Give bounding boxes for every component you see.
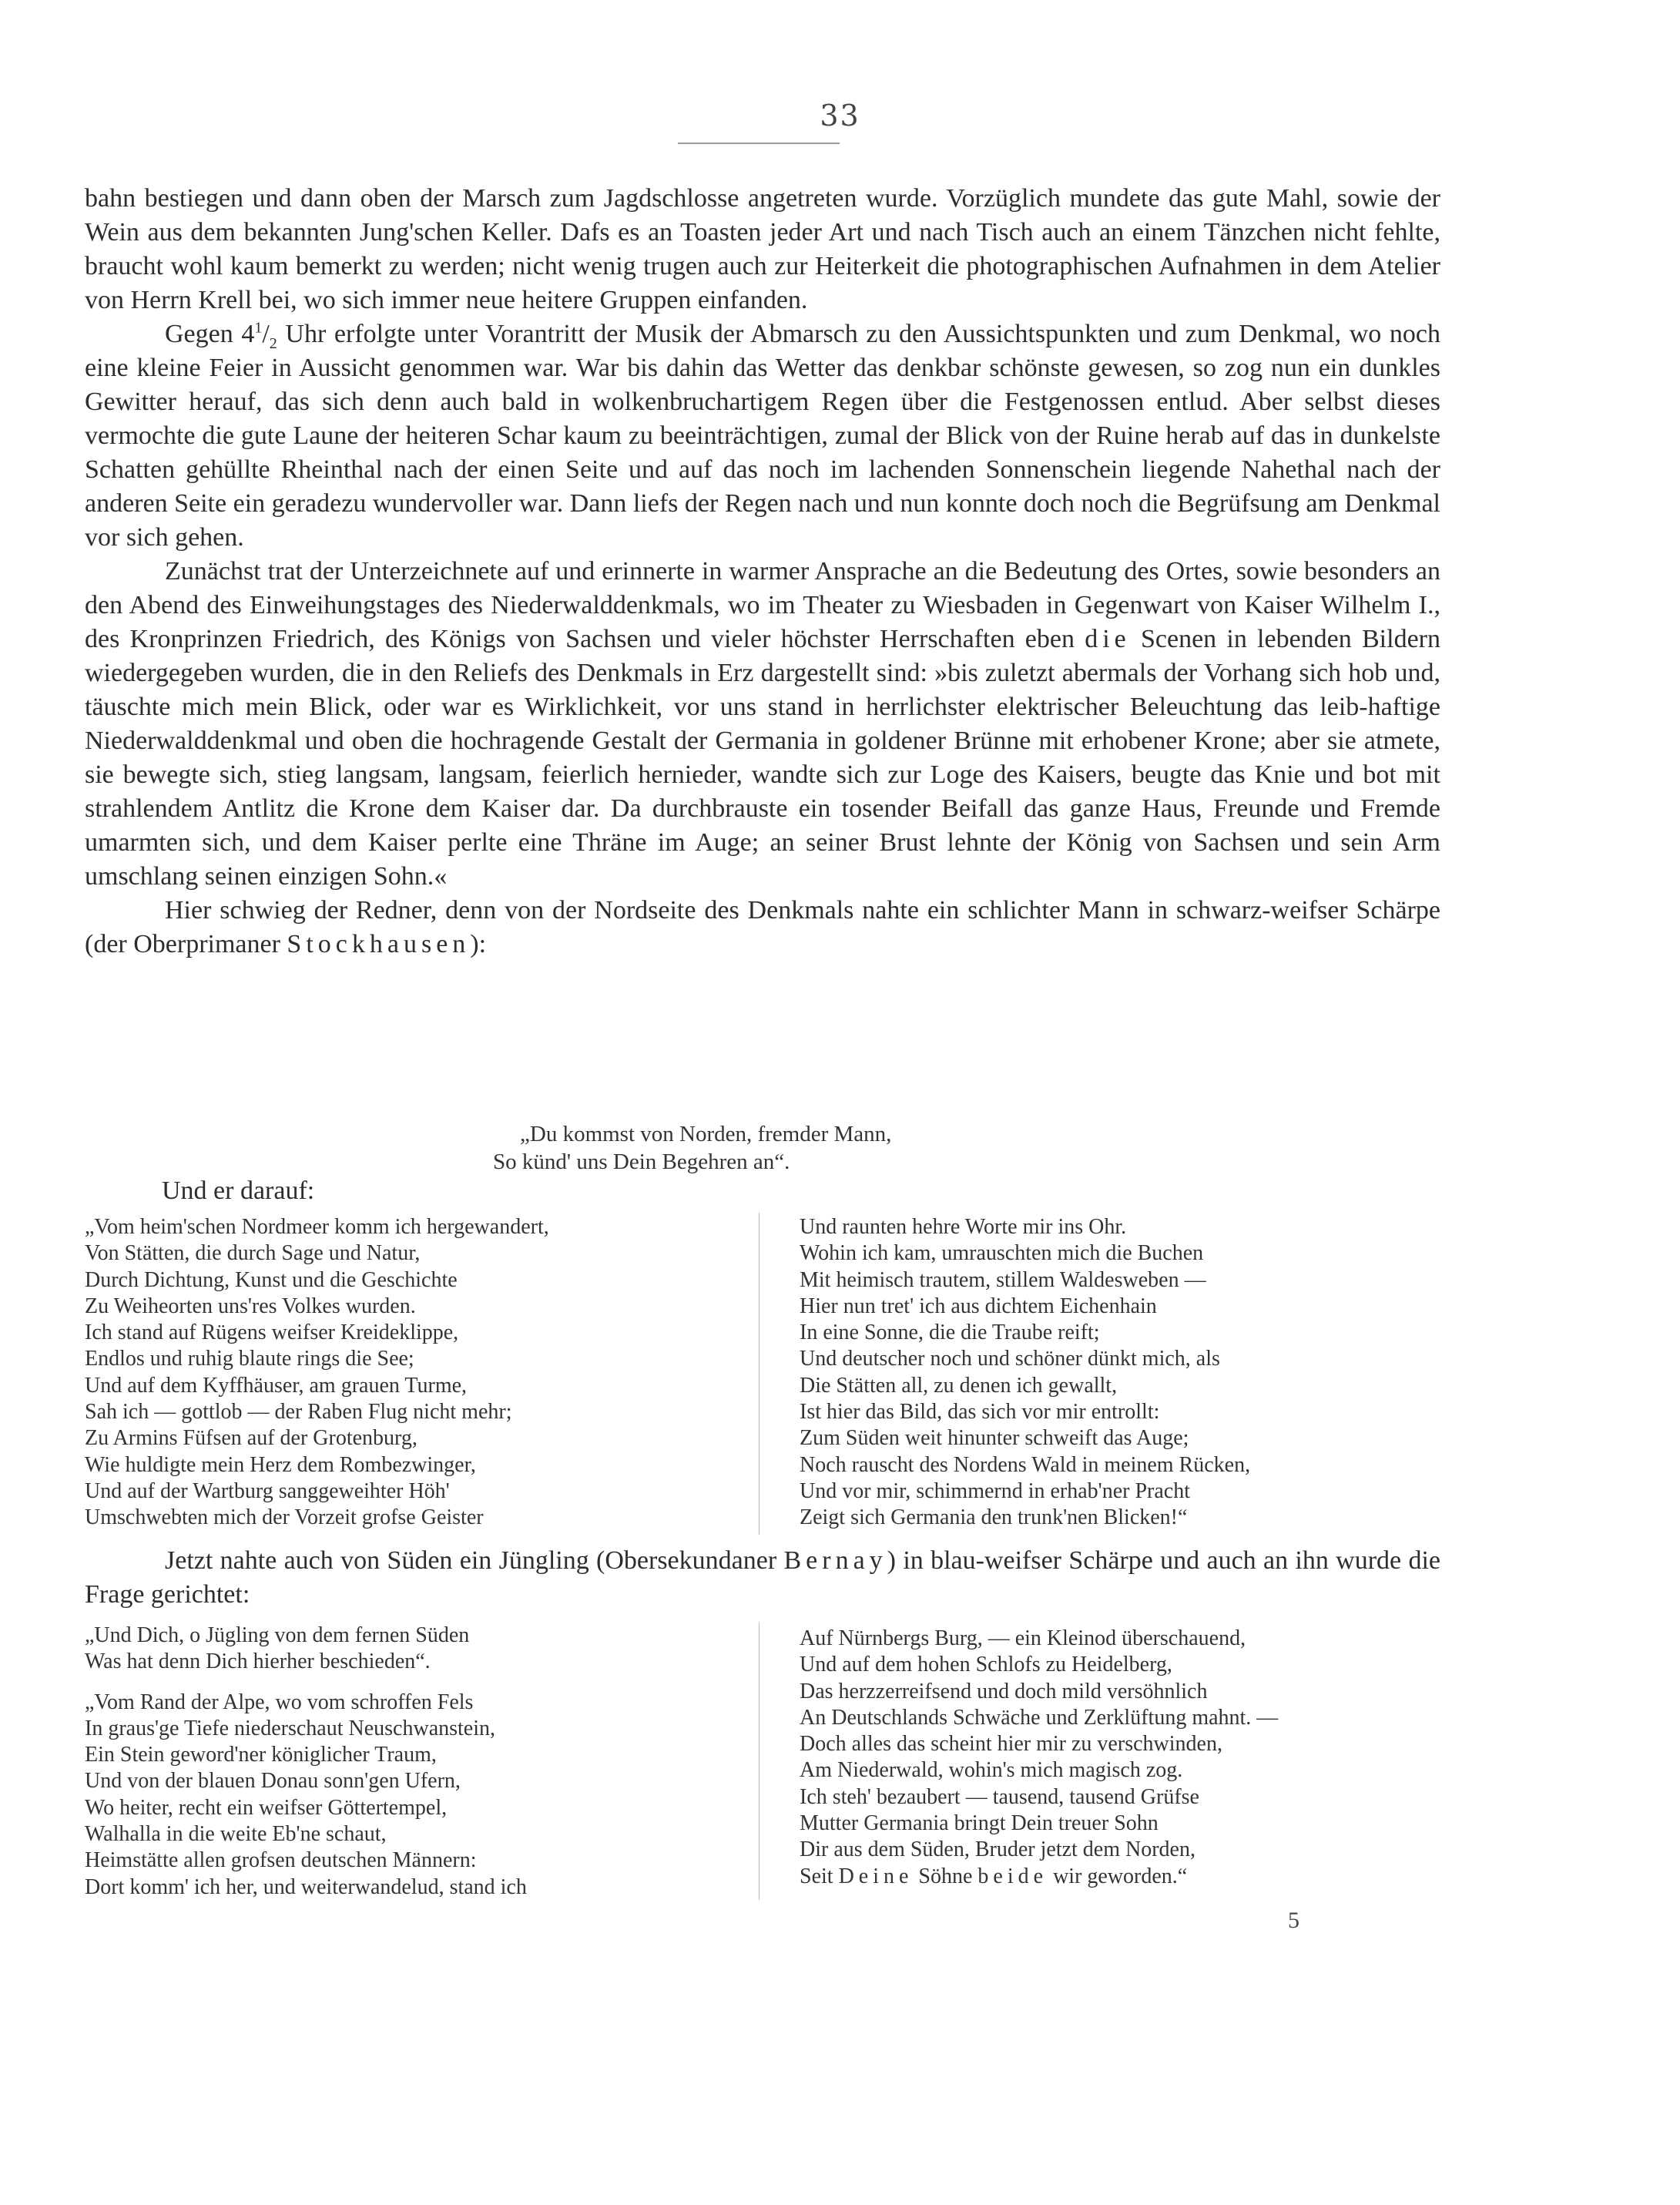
verse-line: Am Niederwald, wohin's mich magisch zog. xyxy=(800,1758,1183,1783)
verse-line: Ich stand auf Rügens weifser Kreideklippe, xyxy=(85,1321,459,1345)
last-end: wir geworden.“ xyxy=(1048,1864,1188,1888)
verse-line: Zu Weiheorten uns'res Volkes wurden. xyxy=(85,1294,416,1318)
verse-line: Sah ich — gottlob — der Raben Flug nicht mehr; xyxy=(85,1400,512,1425)
verse-line: Zeigt sich Germania den trunk'nen Blicken!“ xyxy=(800,1505,1188,1530)
verse-line: „Vom Rand der Alpe, wo vom schroffen Fels xyxy=(85,1690,474,1714)
fraction-denominator: 2 xyxy=(269,334,277,352)
verse-line: Wo heiter, recht ein weifser Göttertempel, xyxy=(85,1795,448,1820)
last-beide: beide xyxy=(977,1864,1048,1888)
page-number: 33 xyxy=(820,99,860,133)
verse-line: Und von der blauen Donau sonn'gen Ufern, xyxy=(85,1769,461,1794)
verse-line: Dir aus dem Süden, Bruder jetzt dem Norden, xyxy=(800,1838,1195,1862)
quote-line-1: „Du kommst von Norden, fremder Mann, xyxy=(520,1122,892,1146)
verse-line: „Vom heim'schen Nordmeer komm ich hergewandert, xyxy=(85,1215,549,1239)
p3-start: Zunächst trat der Unterzeichnete auf und erinnerte in warmer Ansprache an die Bedeutung des Ortes, sowie besonders an den Abend des Einweihungstages des Niederwalddenkmals, wo im Theater zu Wiesbaden in Gegenwart von Kaiser Wilhelm I., des Kronprinzen Friedrich, des Königs von Sachsen und vieler höchster Herrschaften eben xyxy=(85,557,1440,653)
verse-line: Heimstätte allen grofsen deutschen Männern: xyxy=(85,1848,477,1873)
p5-rest: ) in blau-weifser Schärpe und auch an ihn wurde die Frage gerichtet: xyxy=(85,1546,1440,1609)
paragraph-3 xyxy=(85,555,1440,894)
verse-line: Auf Nürnbergs Burg, — ein Kleinod überschauend, xyxy=(800,1626,1246,1650)
paragraph-5-text xyxy=(85,1544,1440,1612)
verse1-left xyxy=(85,1214,763,1532)
verse-line: An Deutschlands Schwäche und Zerklüftung mahnt. — xyxy=(800,1705,1279,1730)
verse-line: Endlos und ruhig blaute rings die See; xyxy=(85,1347,414,1371)
verse-line: Ein Stein geword'ner königlicher Traum, xyxy=(85,1743,437,1767)
last-deine: Deine xyxy=(838,1864,914,1888)
verse-line: Ich steh' bezaubert — tausend, tausend Grüfse xyxy=(800,1784,1199,1809)
verse-line: Das herzzerreifsend und doch mild versöhnlich xyxy=(800,1679,1208,1703)
verse-line: Walhalla in die weite Eb'ne schaut, xyxy=(85,1822,387,1847)
verse-line: Zum Süden weit hinunter schweift das Auge; xyxy=(800,1426,1189,1451)
p3-rest: Scenen in lebenden Bildern wiedergegeben wurden, die in den Reliefs des Denkmals in Erz dargestellt sind: »bis zuletzt abermals der Vorhang sich hob und, täuschte mich mein Blick, oder war es Wirklichkeit, vor uns stand in herrlichster elektrischer Beleuchtung das leib-haftige Niederwalddenkmal und oben die hochragende Gestalt der Germania in goldener Brünne mit erhobener Krone; aber sie atmete, sie bewegte sich, stieg langsam, langsam, feierlich hernieder, wandte sich zur Loge des Kaisers, beugte das Knie und bot mit strahlendem Antlitz die Krone dem Kaiser dar. Da durchbrauste ein tosender Beifall das ganze Haus, Freunde und Fremde umarmten sich, und dem Kaiser perlte eine Thräne im Auge; an seiner Brust lehnte der König von Sachsen und sein Arm umschlang seinen einzigen Sohn.« xyxy=(85,625,1440,891)
verse-line: Umschwebten mich der Vorzeit grofse Geister xyxy=(85,1505,484,1530)
lead-und-er-darauf: Und er darauf: xyxy=(162,1176,315,1205)
stanza-gap xyxy=(85,1676,763,1690)
verse-line: Doch alles das scheint hier mir zu verschwinden, xyxy=(800,1732,1222,1757)
verse-line: Und deutscher noch und schöner dünkt mich, als xyxy=(800,1347,1220,1371)
quote-line-2: So künd' uns Dein Begehren an“. xyxy=(493,1149,790,1174)
p5-name-bernay: Bernay xyxy=(783,1546,887,1575)
main-text xyxy=(85,182,1440,962)
verse-line: Mutter Germania bringt Dein treuer Sohn xyxy=(800,1811,1159,1836)
verse2-right xyxy=(800,1626,1454,1890)
verse-line: Und auf der Wartburg sanggeweihter Höh' xyxy=(85,1478,450,1503)
verse-line: Die Stätten all, zu denen ich gewallt, xyxy=(800,1373,1118,1398)
verse-line: Von Stätten, die durch Sage und Natur, xyxy=(85,1241,421,1266)
p4-name-stockhausen: Stockhausen xyxy=(287,930,471,958)
paragraph-4 xyxy=(85,894,1440,962)
verse2-left xyxy=(85,1623,763,1901)
verse-line: Mit heimisch trautem, stillem Waldesweben — xyxy=(800,1267,1206,1292)
fraction-separator: / xyxy=(262,320,270,348)
p3-emphasis: die xyxy=(1085,625,1131,653)
paragraph-1: bahn bestiegen und dann oben der Marsch zum Jagdschlosse angetreten wurde. Vorzüglich mundete das gute Mahl, sowie der Wein aus dem bekannten Jung'schen Keller. Dafs es an Toasten jeder Art und nach Tisch auch an einem Tänzchen nicht fehlte, braucht wohl kaum bemerkt zu werden; nicht wenig trugen auch zur Heiterkeit die photographischen Aufnahmen in dem Atelier von Herrn Krell bei, wo sich immer neue heitere Gruppen einfanden. xyxy=(85,184,1440,314)
verse-line: „Und Dich, o Jügling von dem fernen Süden xyxy=(85,1623,470,1647)
verse-line: Dort komm' ich her, und weiterwandelud, stand ich xyxy=(85,1874,527,1899)
last-mid: Söhne xyxy=(913,1864,978,1888)
verse-line: Und auf dem hohen Schlofs zu Heidelberg, xyxy=(800,1653,1172,1677)
verse-line: Hier nun tret' ich aus dichtem Eichenhain xyxy=(800,1294,1157,1318)
verse1-right xyxy=(800,1214,1454,1532)
header-rule xyxy=(678,143,840,144)
verse-line: In graus'ge Tiefe niederschaut Neuschwanstein, xyxy=(85,1716,496,1740)
verse-line: Ist hier das Bild, das sich vor mir entrollt: xyxy=(800,1400,1160,1425)
signature-mark: 5 xyxy=(1288,1908,1299,1933)
verse-line-last xyxy=(800,1864,1454,1890)
quote-north xyxy=(493,1120,1186,1176)
verse-line: Noch rauscht des Nordens Wald in meinem Rücken, xyxy=(800,1452,1251,1477)
verse-line: Durch Dichtung, Kunst und die Geschichte xyxy=(85,1267,458,1292)
verse-line: Wohin ich kam, umrauschten mich die Buchen xyxy=(800,1241,1204,1266)
verse-line: Und raunten hehre Worte mir ins Ohr. xyxy=(800,1215,1127,1239)
fraction-numerator: 1 xyxy=(254,319,263,337)
last-start: Seit xyxy=(800,1864,839,1888)
verse-line: In eine Sonne, die die Traube reift; xyxy=(800,1321,1100,1345)
verse-line: Und auf dem Kyffhäuser, am grauen Turme, xyxy=(85,1373,468,1398)
p4-rest: ): xyxy=(470,930,487,958)
verse-line: Wie huldigte mein Herz dem Rombezwinger, xyxy=(85,1452,476,1477)
p5-start: Jetzt nahte auch von Süden ein Jüngling (Obersekundaner xyxy=(165,1546,784,1575)
verse-line: Was hat denn Dich hierher beschieden“. xyxy=(85,1650,431,1674)
p2-rest: Uhr erfolgte unter Vorantritt der Musik der Abmarsch zu den Aussichtspunkten und zum Denkmal, wo noch eine kleine Feier in Aussicht genommen war. War bis dahin das Wetter das denkbar schönste gewesen, so zog nun ein dunkles Gewitter herauf, das sich denn auch bald in wolkenbruchartigem Regen über die Festgenossen entlud. Aber selbst dieses vermochte die gute Laune der heiteren Schar kaum zu beeinträchtigen, zumal der Blick von der Ruine herab auf das in dunkelste Schatten gehüllte Rheinthal nach der einen Seite und auf das noch im lachenden Sonnenschein liegende Nahethal nach der anderen Seite ein geradezu wundervoller war. Dann liefs der Regen nach und nun konnte doch noch die Begrüfsung am Denkmal vor sich gehen. xyxy=(85,320,1440,552)
p4-start: Hier schwieg der Redner, denn von der Nordseite des Denkmals nahte ein schlichter Mann in schwarz-weifser Schärpe (der Oberprimaner xyxy=(85,896,1440,958)
paragraph-5 xyxy=(85,1544,1440,1612)
p2-start: Gegen 4 xyxy=(165,320,255,348)
verse-line: Und vor mir, schimmernd in erhab'ner Pracht xyxy=(800,1478,1191,1503)
verse-line: Zu Armins Füfsen auf der Grotenburg, xyxy=(85,1426,417,1451)
paragraph-2 xyxy=(85,317,1440,555)
